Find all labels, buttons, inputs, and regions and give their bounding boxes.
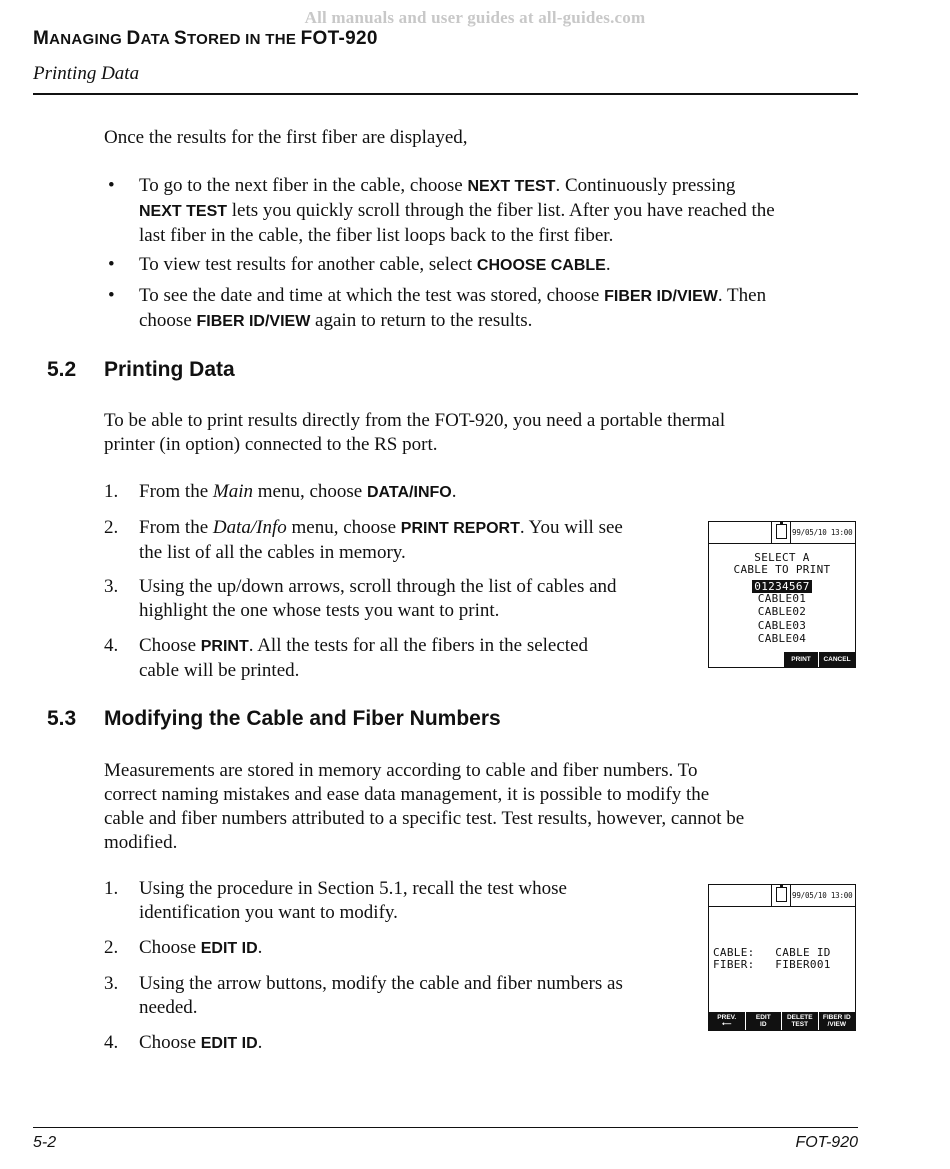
text: Choose <box>139 1032 201 1053</box>
running-head-part: ANAGING <box>49 31 127 48</box>
arrow-left-icon: ⟵ <box>722 1021 732 1028</box>
cable-name: 01234567 <box>754 580 810 593</box>
key-label: NEXT TEST <box>467 178 556 195</box>
step-line: the list of all the cables in memory. <box>139 542 406 563</box>
softkey-label: ID <box>760 1021 767 1028</box>
edit-id-softkey[interactable] <box>745 1012 782 1030</box>
text: . Continuously pressing <box>555 175 736 196</box>
text: To see the date and time at which the test was stored, choose <box>139 285 605 306</box>
prev-softkey[interactable] <box>709 1012 745 1030</box>
running-head-part: ATA <box>140 31 174 48</box>
softkey-label: TEST <box>791 1021 809 1028</box>
softkey-label: DELETE <box>786 1014 813 1021</box>
step-line: Using the up/down arrows, scroll through the list of cables and <box>139 576 617 597</box>
paragraph-line: printer (in option) connected to the RS port. <box>104 434 438 455</box>
text: Choose <box>139 937 201 958</box>
subsection-title: Printing Data <box>33 63 140 84</box>
status-divider <box>771 885 772 906</box>
section-paragraph <box>104 409 856 457</box>
key-label: CHOOSE CABLE <box>476 257 606 274</box>
running-head-part: D <box>126 28 141 49</box>
step-text <box>139 972 699 1020</box>
text: menu, choose <box>286 517 401 538</box>
step-line <box>139 516 699 541</box>
section-number: 5.3 <box>47 707 77 730</box>
text: To go to the next fiber in the cable, choose <box>139 175 468 196</box>
key-label: FIBER ID/VIEW <box>604 288 718 305</box>
step-line: identification you want to modify. <box>139 902 398 923</box>
device-screen-print <box>708 521 856 668</box>
bullet-item <box>139 174 859 248</box>
cable-id-row: CABLE: CABLE ID <box>713 946 831 959</box>
key-label: PRINT <box>200 638 249 655</box>
step-text <box>139 575 699 623</box>
delete-test-softkey[interactable] <box>781 1012 818 1030</box>
bullet-mark: • <box>108 285 115 306</box>
text: . You will see <box>519 517 623 538</box>
text: From the <box>139 481 213 502</box>
softkey-label: EDIT <box>755 1014 771 1021</box>
bullet-line <box>139 199 859 224</box>
cable-list-item[interactable]: CABLE03 <box>757 619 807 632</box>
bullet-item <box>139 284 859 334</box>
cable-list-item[interactable]: CABLE02 <box>757 605 807 618</box>
print-softkey[interactable]: PRINT <box>783 652 818 667</box>
step-number: 3. <box>104 973 119 994</box>
text: . <box>257 937 263 958</box>
watermark: All manuals and user guides at all-guides.com <box>304 8 646 27</box>
step-line: cable will be printed. <box>139 660 300 681</box>
text: . <box>605 254 611 275</box>
running-head-part: S <box>174 28 187 49</box>
step-line: needed. <box>139 997 198 1018</box>
bullet-line <box>139 284 859 309</box>
text: lets you quickly scroll through the fiber list. After you have reached the <box>227 200 775 221</box>
footer-rule <box>33 1127 858 1128</box>
step-number: 2. <box>104 937 119 958</box>
step-number: 2. <box>104 517 119 538</box>
bullet-line <box>139 174 859 199</box>
step-number: 1. <box>104 878 119 899</box>
step-text <box>139 1031 699 1056</box>
status-divider <box>771 522 772 543</box>
fiber-id-view-softkey[interactable] <box>818 1012 855 1030</box>
softkey-label: FIBER ID <box>822 1014 851 1021</box>
paragraph-line: modified. <box>104 832 178 853</box>
text: again to return to the results. <box>310 310 533 331</box>
fiber-id-row: FIBER: FIBER001 <box>713 958 831 971</box>
screen-prompt: SELECT A <box>754 551 810 564</box>
device-screen-edit-id <box>708 884 856 1031</box>
screen-softkey-bar <box>709 652 855 667</box>
bullet-line: last fiber in the cable, the fiber list loops back to the first fiber. <box>139 225 614 246</box>
step-line: Using the procedure in Section 5.1, recall the test whose <box>139 878 567 899</box>
paragraph-line: cable and fiber numbers attributed to a specific test. Test results, however, cannot be <box>104 808 745 829</box>
step-number: 4. <box>104 635 119 656</box>
step-line: highlight the one whose tests you want to print. <box>139 600 500 621</box>
menu-name: Data/Info <box>212 517 287 538</box>
cable-list-item[interactable]: CABLE01 <box>757 592 807 605</box>
paragraph-line: correct naming mistakes and ease data management, it is possible to modify the <box>104 784 710 805</box>
text: . <box>451 481 457 502</box>
text: . Then <box>717 285 767 306</box>
menu-name: Main <box>212 481 253 502</box>
text: menu, choose <box>253 481 367 502</box>
text: Choose <box>139 635 201 656</box>
intro-paragraph: Once the results for the first fiber are displayed, <box>104 127 468 148</box>
section-paragraph <box>104 759 856 855</box>
text: choose <box>139 310 197 331</box>
key-label: DATA/INFO <box>366 484 452 501</box>
section-title: Modifying the Cable and Fiber Numbers <box>104 707 501 730</box>
bullet-item <box>139 253 859 278</box>
section-title: Printing Data <box>104 358 235 381</box>
softkey-label: PREV. <box>717 1014 737 1021</box>
section-number: 5.2 <box>47 358 77 381</box>
key-label: PRINT REPORT <box>400 520 520 537</box>
running-head <box>33 28 378 50</box>
key-label: EDIT ID <box>200 940 258 957</box>
step-text <box>139 936 699 961</box>
screen-softkey-bar <box>709 1012 855 1030</box>
battery-icon <box>776 524 787 539</box>
key-label: NEXT TEST <box>139 203 228 220</box>
cancel-softkey[interactable]: CANCEL <box>818 652 855 667</box>
status-divider <box>790 522 791 543</box>
bullet-line <box>139 309 859 334</box>
footer-product: FOT-920 <box>795 1134 858 1151</box>
text: From the <box>139 517 213 538</box>
step-text <box>139 634 699 683</box>
running-head-part: FOT-920 <box>300 28 378 49</box>
step-text <box>139 516 699 565</box>
screen-datetime: 99/05/10 13:00 <box>792 891 853 900</box>
text: . All the tests for all the fibers in the selected <box>248 635 589 656</box>
screen-status-bar <box>709 522 855 544</box>
step-number: 1. <box>104 481 119 502</box>
page-number: 5-2 <box>33 1134 57 1151</box>
step-text <box>139 480 699 505</box>
step-line <box>139 634 699 659</box>
screen-datetime: 99/05/10 13:00 <box>792 528 853 537</box>
bullet-mark: • <box>108 254 115 275</box>
text: . <box>257 1032 263 1053</box>
softkey-label: /VIEW <box>827 1021 846 1028</box>
screen-prompt: CABLE TO PRINT <box>733 563 831 576</box>
paragraph-line: To be able to print results directly from the FOT-920, you need a portable thermal <box>104 410 726 431</box>
bullet-mark: • <box>108 175 115 196</box>
running-head-part: TORED IN THE <box>186 31 301 48</box>
step-number: 3. <box>104 576 119 597</box>
key-label: FIBER ID/VIEW <box>196 313 311 330</box>
header-rule <box>33 93 858 95</box>
key-label: EDIT ID <box>200 1035 258 1052</box>
text: To view test results for another cable, select <box>139 254 477 275</box>
step-line: Using the arrow buttons, modify the cable and fiber numbers as <box>139 973 623 994</box>
running-head-part: M <box>33 28 50 49</box>
step-text <box>139 877 699 925</box>
battery-icon <box>776 887 787 902</box>
paragraph-line: Measurements are stored in memory according to cable and fiber numbers. To <box>104 760 698 781</box>
cable-list-item[interactable]: CABLE04 <box>757 632 807 645</box>
step-number: 4. <box>104 1032 119 1053</box>
screen-status-bar <box>709 885 855 907</box>
status-divider <box>790 885 791 906</box>
